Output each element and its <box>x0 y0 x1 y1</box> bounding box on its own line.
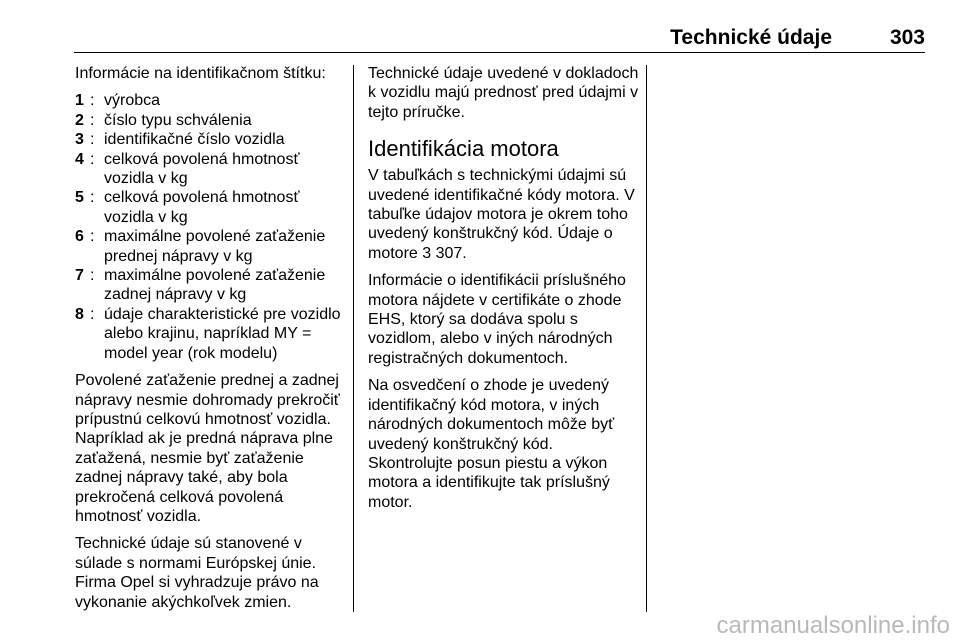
list-item-text: maximálne povolené zaťaženie zadnej nápravy v kg <box>104 267 326 304</box>
paragraph-engine-codes <box>368 166 640 263</box>
list-item-text: identifikačné číslo vozidla <box>104 131 285 149</box>
column-divider-left <box>353 65 354 612</box>
list-item-text: celková povolená hmotnosť vozidla v kg <box>104 189 300 226</box>
middle-column <box>368 64 640 520</box>
list-item <box>75 305 347 363</box>
list-item-colon: : <box>90 267 95 285</box>
paragraph-eu-standards: Technické údaje sú stanovené v súlade s normami Európskej únie. Firma Opel si vyhradzuje právo na vykonanie akýchkoľvek zmien. <box>75 535 319 611</box>
list-item-number: 3 <box>75 131 84 149</box>
list-item <box>75 91 347 110</box>
list-item-colon: : <box>90 189 95 207</box>
list-item-number: 7 <box>75 267 84 285</box>
paragraph-document-priority: Technické údaje uvedené v dokladoch k vozidlu majú prednosť pred údajmi v tejto príručke. <box>368 65 639 121</box>
paragraph-conformity: Na osvedčení o zhode je uvedený identifikačný kód motora, v iných národných dokumentoch môže byť uvedený konštrukčný kód. Skontrolujte posun piestu a výkon motora a identifikujte tak príslušný motor. <box>368 377 615 511</box>
page-reference-arrow-icon[interactable]: 3 <box>422 244 432 262</box>
list-item-colon: : <box>90 111 95 129</box>
list-item-text: číslo typu schválenia <box>104 111 252 129</box>
page-reference-link[interactable]: 307. <box>435 244 467 262</box>
page-number: 303 <box>889 26 925 49</box>
list-item-number: 2 <box>75 111 84 129</box>
header-rule <box>74 52 925 53</box>
paragraph-axle-load: Povolené zaťaženie prednej a zadnej nápravy nesmie dohromady prekročiť prípustnú celkovú hmotnosť vozidla. Napríklad ak je predná náprava plne zaťažená, nesmie byť zaťaženie zadnej nápravy také, aby bola prekročená celková povolená hmotnosť vozidla. <box>75 372 340 525</box>
paragraph-engine-codes-text: V tabuľkách s technickými údajmi sú uvedené identifikačné kódy motora. V tabuľke údajov motora je okrem toho uvedený konštrukčný kód. Údaje o motore <box>368 167 635 262</box>
list-item-number: 1 <box>75 92 84 110</box>
list-item <box>75 150 347 189</box>
list-item <box>75 130 347 149</box>
page-header <box>0 26 925 54</box>
column-divider-right <box>646 65 647 612</box>
paragraph-ehs-certificate: Informácie o identifikácii príslušného motora nájdete v certifikáte o zhode EHS, ktorý sa dodáva spolu s vozidlom, alebo v iných národných registračných dokumentoch. <box>368 272 626 367</box>
list-item <box>75 266 347 305</box>
label-info-intro: Informácie na identifikačnom štítku: <box>75 65 326 82</box>
list-item-text: výrobca <box>104 92 161 110</box>
watermark: carmanualsonline.info <box>716 612 950 639</box>
list-item-number: 4 <box>75 150 84 168</box>
label-info-list <box>75 91 347 363</box>
list-item-text: údaje charakteristické pre vozidlo alebo krajinu, napríklad MY = model year (rok modelu) <box>104 305 341 362</box>
list-item-colon: : <box>90 92 95 110</box>
list-item-number: 5 <box>75 189 84 207</box>
list-item-colon: : <box>90 305 95 323</box>
section-heading-engine-identification: Identifikácia motora <box>368 136 559 162</box>
list-item-number: 8 <box>75 305 84 323</box>
list-item-text: celková povolená hmotnosť vozidla v kg <box>104 150 300 188</box>
list-item-text: maximálne povolené zaťaženie prednej nápravy v kg <box>104 228 326 265</box>
list-item-colon: : <box>90 228 95 246</box>
list-item <box>75 111 347 130</box>
list-item-colon: : <box>90 131 95 149</box>
list-item <box>75 227 347 266</box>
page-title: Technické údaje <box>670 26 832 49</box>
list-item <box>75 188 347 227</box>
left-column <box>75 64 347 620</box>
list-item-colon: : <box>90 150 95 168</box>
list-item-number: 6 <box>75 228 84 246</box>
